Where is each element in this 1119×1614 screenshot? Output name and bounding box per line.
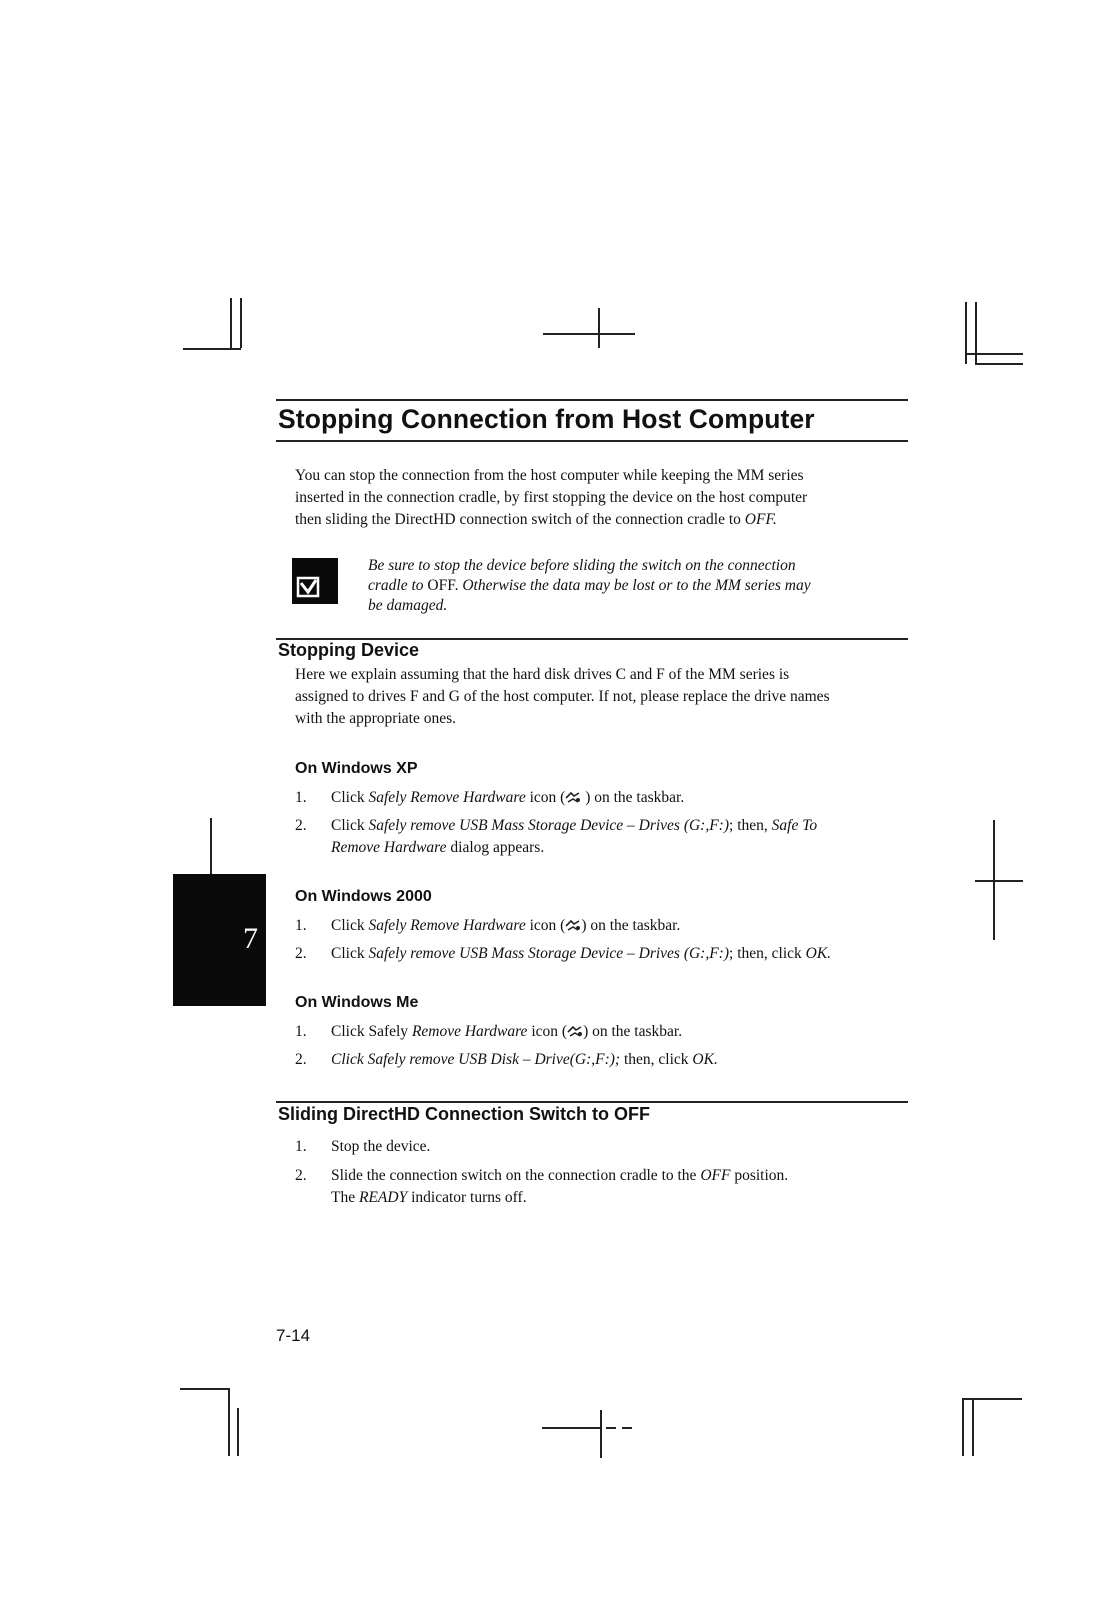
heading-stopping-device: Stopping Device <box>278 640 420 660</box>
heading-windows-xp: On Windows XP <box>295 760 418 777</box>
w2000-step-2: Click Safely remove USB Mass Storage Device – Drives (G:,F:); then, click OK. <box>331 945 832 962</box>
sliding-step-1: Stop the device. <box>331 1138 431 1155</box>
me-step-2: Click Safely remove USB Disk – Drive(G:,F:); then, click OK. <box>331 1051 718 1068</box>
me-step-1: Click Safely Remove Hardware icon ( ) on the taskbar. <box>331 1023 683 1040</box>
xp-step-1: Click Safely Remove Hardware icon ( ) on the taskbar. <box>331 789 685 806</box>
safely-remove-hardware-icon <box>567 1025 583 1038</box>
stopping-device-paragraph <box>295 664 915 730</box>
checkbox-icon <box>292 558 338 604</box>
stopping-device-line-1: Here we explain assuming that the hard disk drives C and F of the MM series is <box>295 666 790 683</box>
note-line-3: be damaged. <box>368 597 448 614</box>
xp-step-2: Click Safely remove USB Mass Storage Device – Drives (G:,F:); then, Safe To Remove Hardware dialog appears. <box>331 817 818 856</box>
me-step-1-number: 1. <box>295 1023 307 1040</box>
note-line-1: Be sure to stop the device before sliding the switch on the connection <box>368 557 796 574</box>
w2000-step-1: Click Safely Remove Hardware icon ( ) on the taskbar. <box>331 917 681 934</box>
me-step-2-number: 2. <box>295 1051 307 1068</box>
chapter-number: 7 <box>243 922 258 955</box>
intro-line-2: inserted in the connection cradle, by first stopping the device on the host computer <box>295 489 808 506</box>
w2000-step-1-number: 1. <box>295 917 307 934</box>
heading-sliding-directhd: Sliding DirectHD Connection Switch to OFF <box>278 1104 650 1124</box>
note-text <box>368 556 908 616</box>
intro-line-3: then sliding the DirectHD connection switch of the connection cradle to OFF. <box>295 511 777 528</box>
note-line-2: cradle to OFF. Otherwise the data may be lost or to the MM series may <box>368 577 811 594</box>
heading-windows-me: On Windows Me <box>295 994 419 1011</box>
stopping-device-line-2: assigned to drives F and G of the host computer. If not, please replace the drive names <box>295 688 830 705</box>
sliding-step-2-number: 2. <box>295 1167 307 1184</box>
section-rule-sliding <box>276 1101 908 1103</box>
sliding-step-2: Slide the connection switch on the connection cradle to the OFF position. The READY indicator turns off. <box>331 1167 789 1206</box>
safely-remove-hardware-icon <box>565 791 581 804</box>
title-rule-top <box>276 399 908 401</box>
intro-paragraph <box>295 465 905 531</box>
w2000-step-2-number: 2. <box>295 945 307 962</box>
chapter-tab <box>173 874 266 1006</box>
sliding-step-1-number: 1. <box>295 1138 307 1155</box>
title-rule-bottom <box>276 440 908 442</box>
safely-remove-hardware-icon <box>565 919 581 932</box>
xp-step-1-number: 1. <box>295 789 307 806</box>
xp-step-2-number: 2. <box>295 817 307 834</box>
stopping-device-line-3: with the appropriate ones. <box>295 710 456 727</box>
intro-line-1: You can stop the connection from the host computer while keeping the MM series <box>295 467 804 484</box>
heading-windows-2000: On Windows 2000 <box>295 888 432 905</box>
page-title: Stopping Connection from Host Computer <box>278 404 815 434</box>
page-number: 7-14 <box>276 1326 311 1345</box>
